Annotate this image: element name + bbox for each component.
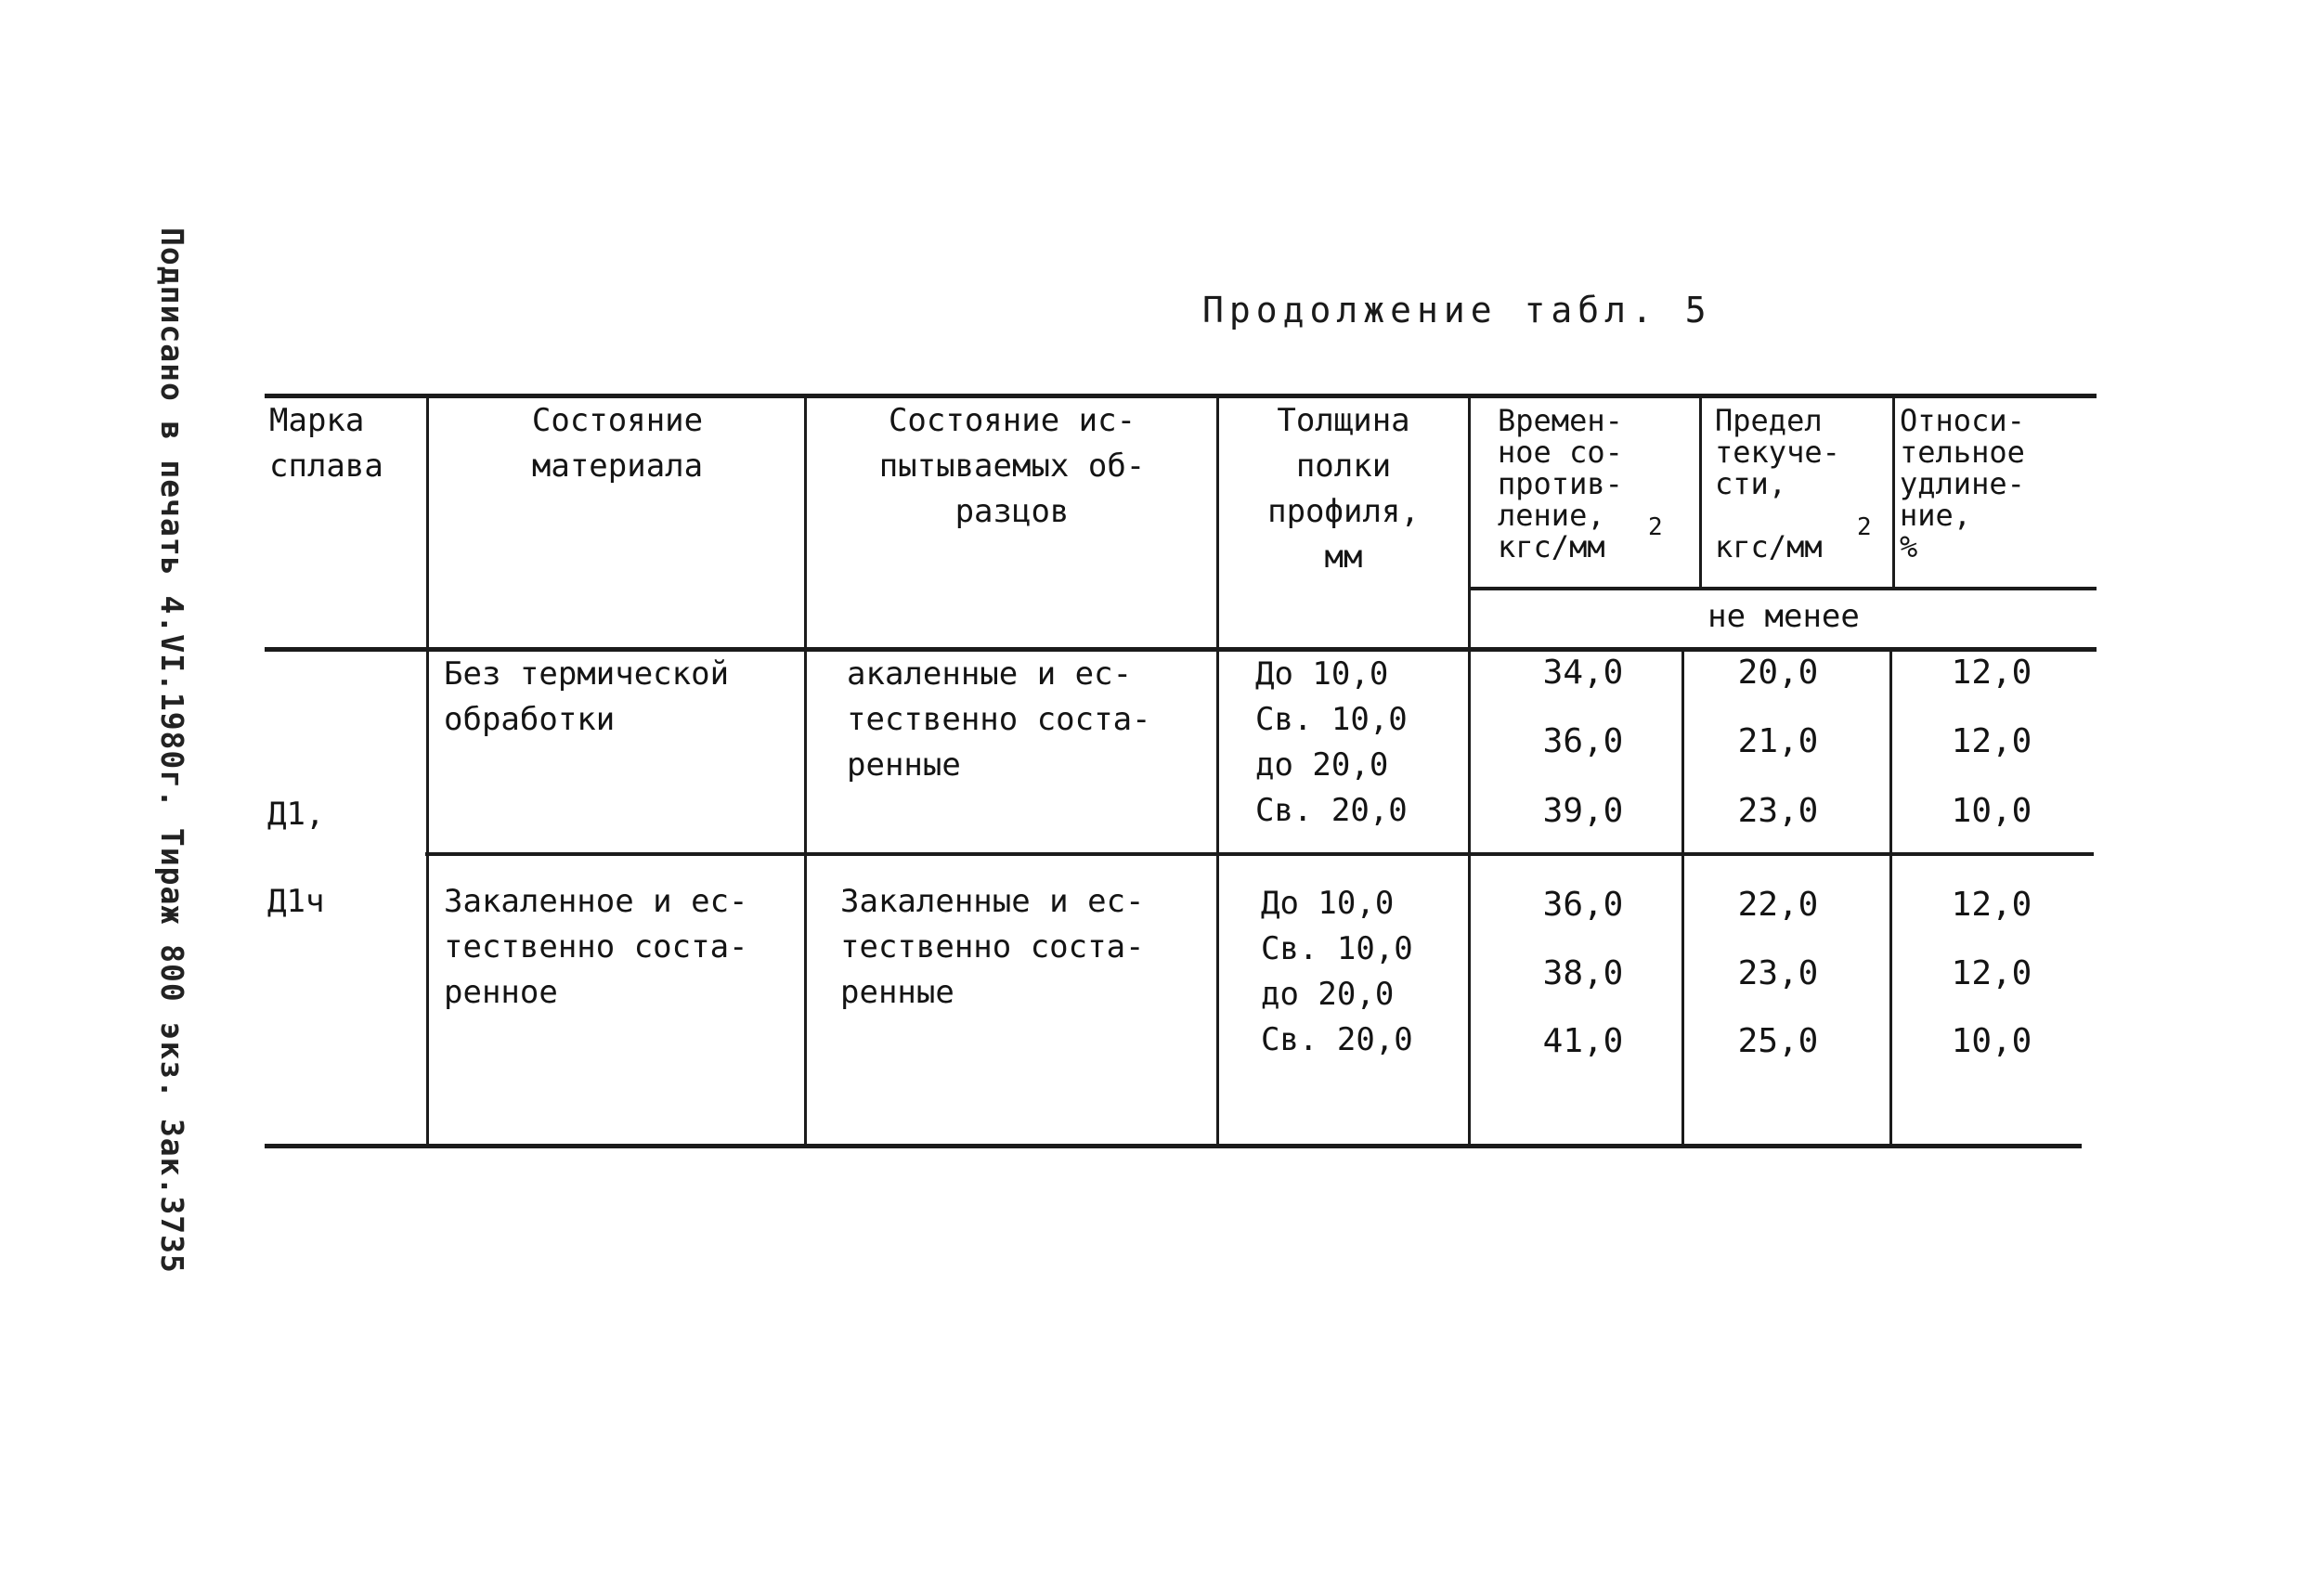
group1-row1-yield: 20,0: [1737, 654, 1819, 692]
header-sample-state: Состояние ис- пытываемых об- разцов: [878, 402, 1146, 530]
col-divider-5b: [1681, 650, 1684, 1144]
col-divider-4: [1468, 394, 1471, 1144]
header-yield-exponent: 2: [1857, 513, 1872, 541]
group1-material-state: Без термической обработки: [444, 655, 730, 738]
group2-thickness-3: Св. 20,0: [1261, 1021, 1413, 1058]
print-info-note: Подписано в печать 4.VI.1980г. Тираж 800 экз. Зак.3735: [154, 227, 190, 1274]
header-material-state: Состояние материала: [531, 402, 704, 485]
group2-row1-tensile: 36,0: [1542, 886, 1624, 924]
header-elongation: Относи- тельное удлине- ние, %: [1900, 403, 2025, 564]
group1-row3-tensile: 39,0: [1542, 792, 1624, 830]
group1-row3-elong: 10,0: [1951, 792, 2032, 830]
group2-row3-yield: 25,0: [1737, 1022, 1819, 1060]
group1-row1-elong: 12,0: [1951, 654, 2032, 692]
group1-row2-tensile: 36,0: [1542, 722, 1624, 760]
header-tensile-strength: Времен- ное со- против- ление, кгс/мм: [1498, 403, 1623, 564]
group1-thickness-3: Св. 20,0: [1255, 792, 1408, 829]
group2-row1-elong: 12,0: [1951, 886, 2032, 924]
group1-row2-elong: 12,0: [1951, 722, 2032, 760]
table-bottom-rule: [265, 1144, 2082, 1148]
header-tensile-exponent: 2: [1648, 513, 1663, 541]
group2-sample-state: Закаленные и ес- тественно соста- ренные: [840, 883, 1145, 1011]
group2-row2-yield: 23,0: [1737, 954, 1819, 992]
group-divider-rule: [425, 852, 2094, 856]
col-divider-6a: [1892, 394, 1895, 589]
group1-row2-yield: 21,0: [1737, 722, 1819, 760]
group1-sample-state: акаленные и ес- тественно соста- ренные: [847, 655, 1151, 784]
group1-row3-yield: 23,0: [1737, 792, 1819, 830]
group1-row1-tensile: 34,0: [1542, 654, 1624, 692]
units-divider-rule: [1470, 587, 2097, 590]
col-divider-3: [1216, 394, 1219, 1144]
col-divider-1: [426, 394, 429, 1144]
group2-thickness-1: Св. 10,0: [1261, 930, 1413, 967]
col-divider-5a: [1699, 394, 1702, 589]
group2-row2-tensile: 38,0: [1542, 954, 1624, 992]
header-thickness: Толщина полки профиля, мм: [1267, 402, 1420, 576]
group1-thickness-2: до 20,0: [1255, 746, 1389, 784]
col-divider-2: [804, 394, 807, 1144]
header-not-less: не менее: [1707, 598, 1860, 635]
group2-row1-yield: 22,0: [1737, 886, 1819, 924]
header-alloy: Марка сплава: [269, 402, 383, 485]
group1-thickness-1: Св. 10,0: [1255, 701, 1408, 738]
group1-thickness-0: До 10,0: [1255, 655, 1389, 693]
table-caption: Продолжение табл. 5: [1202, 290, 1712, 330]
group2-row3-tensile: 41,0: [1542, 1022, 1624, 1060]
group2-thickness-2: до 20,0: [1261, 976, 1395, 1013]
header-yield-strength: Предел текуче- сти, кгс/мм: [1715, 403, 1840, 564]
group2-material-state: Закаленное и ес- тественно соста- ренное: [444, 883, 748, 1011]
col-divider-6b: [1889, 650, 1892, 1144]
alloy-name-d1ch: Д1ч: [267, 883, 325, 920]
group2-row2-elong: 12,0: [1951, 954, 2032, 992]
group2-thickness-0: До 10,0: [1261, 885, 1395, 922]
alloy-name-d1: Д1,: [267, 796, 325, 833]
group2-row3-elong: 10,0: [1951, 1022, 2032, 1060]
